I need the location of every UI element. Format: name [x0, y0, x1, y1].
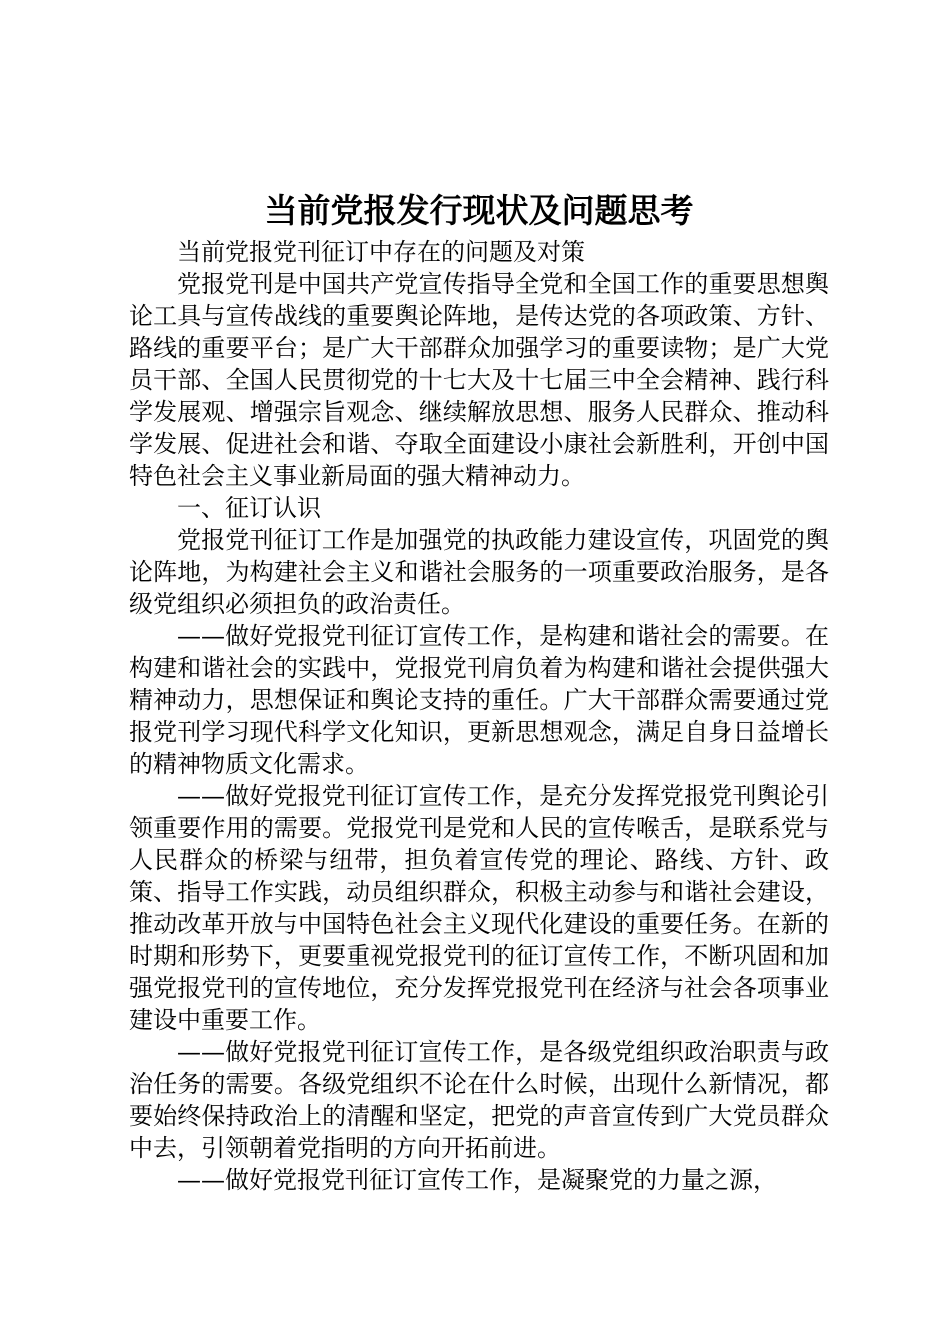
paragraph-point-4: ——做好党报党刊征订宣传工作，是凝聚党的力量之源，	[177, 1166, 777, 1194]
section-heading-1: 一、征订认识	[177, 494, 321, 522]
paragraph-section-1: 党报党刊征订工作是加强党的执政能力建设宣传，巩固党的舆论阵地，为构建社会主义和谐社会服务的一项重要政治服务，是各级党组织必须担负的政治责任。	[129, 526, 829, 618]
paragraph-point-1: ——做好党报党刊征订宣传工作，是构建和谐社会的需要。在构建和谐社会的实践中，党报党刊肩负着为构建和谐社会提供强大精神动力，思想保证和舆论支持的重任。广大干部群众需要通过党报党刊学习现代科学文化知识，更新思想观念，满足自身日益增长的精神物质文化需求。	[129, 622, 829, 778]
paragraph-point-3: ——做好党报党刊征订宣传工作，是各级党组织政治职责与政治任务的需要。各级党组织不论在什么时候，出现什么新情况，都要始终保持政治上的清醒和坚定，把党的声音宣传到广大党员群众中去，引领朝着党指明的方向开拓前进。	[129, 1038, 829, 1162]
paragraph-subtitle: 当前党报党刊征订中存在的问题及对策	[177, 238, 585, 266]
paragraph-intro: 党报党刊是中国共产党宣传指导全党和全国工作的重要思想舆论工具与宣传战线的重要舆论阵地，是传达党的各项政策、方针、路线的重要平台；是广大干部群众加强学习的重要读物；是广大党员干部、全国人民贯彻党的十七大及十七届三中全会精神、践行科学发展观、增强宗旨观念、继续解放思想、服务人民群众、推动科学发展、促进社会和谐、夺取全面建设小康社会新胜利，开创中国特色社会主义事业新局面的强大精神动力。	[129, 270, 829, 490]
paragraph-point-2: ——做好党报党刊征订宣传工作，是充分发挥党报党刊舆论引领重要作用的需要。党报党刊是党和人民的宣传喉舌，是联系党与人民群众的桥梁与纽带，担负着宣传党的理论、路线、方针、政策、指导工作实践，动员组织群众，积极主动参与和谐社会建设，推动改革开放与中国特色社会主义现代化建设的重要任务。在新的时期和形势下，更要重视党报党刊的征订宣传工作，不断巩固和加强党报党刊的宣传地位，充分发挥党报党刊在经济与社会各项事业建设中重要工作。	[129, 782, 829, 1034]
document-title: 当前党报发行现状及问题思考	[264, 191, 694, 230]
document-body	[129, 186, 829, 1196]
